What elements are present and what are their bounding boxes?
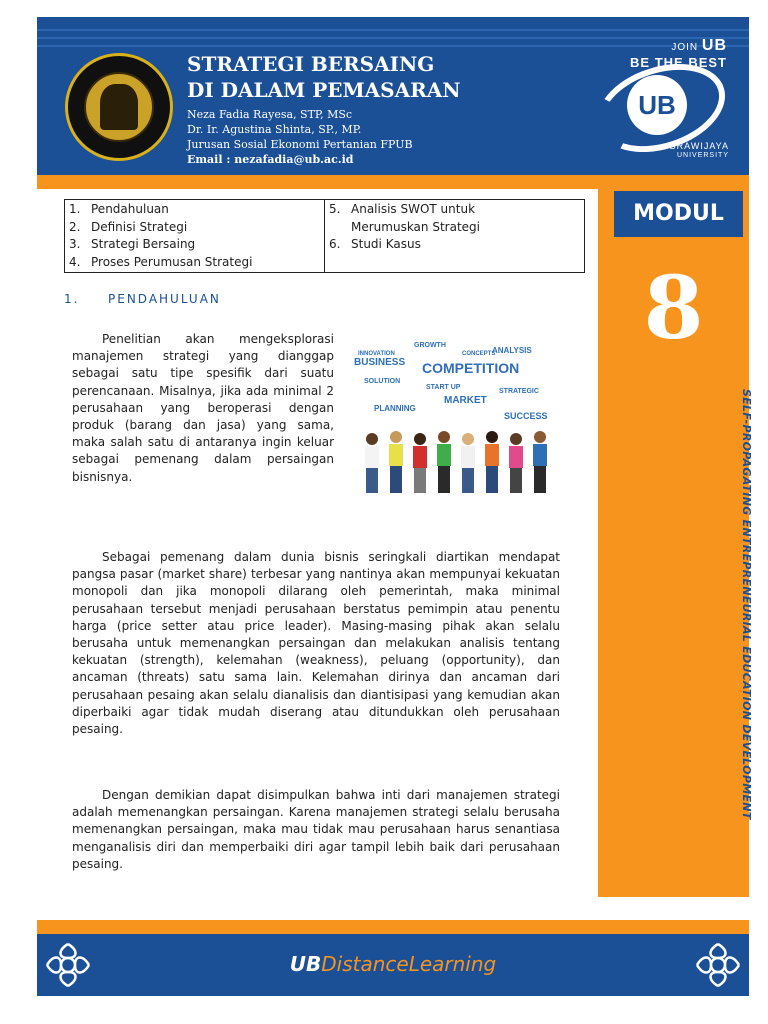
people-group bbox=[365, 431, 547, 493]
distance-learning-brand: UBDistanceLearning bbox=[289, 952, 497, 976]
svg-text:PLANNING: PLANNING bbox=[374, 404, 416, 413]
author-2: Dr. Ir. Agustina Shinta, SP., MP. bbox=[187, 123, 362, 136]
orange-divider-top bbox=[37, 175, 749, 189]
paragraph-3: Dengan demikian dapat disimpulkan bahwa inti dari manajemen strategi adalah memenangkan persaingan. Karena manajemen strategi selalu berusaha memenangkan persaingan, maka mau tidak mau perusahaan harus senantiasa menganalisis diri dan memperbaiki diri agar tampil lebih baik dari perusahaan pesaing. bbox=[72, 788, 560, 871]
toc-item: 6. Studi Kasus bbox=[329, 237, 421, 251]
document-title bbox=[187, 51, 461, 103]
modul-label: MODUL bbox=[614, 191, 743, 237]
university-name: BRAWIJAYA UNIVERSITY bbox=[669, 141, 729, 159]
competition-illustration bbox=[344, 333, 556, 503]
sidebar bbox=[598, 189, 753, 897]
svg-text:ANALYSIS: ANALYSIS bbox=[492, 346, 532, 355]
svg-text:BUSINESS: BUSINESS bbox=[354, 357, 406, 368]
section-title: PENDAHULUAN bbox=[108, 292, 221, 306]
svg-text:STRATEGIC: STRATEGIC bbox=[499, 388, 539, 395]
toc-item: 2. Definisi Strategi bbox=[69, 219, 188, 234]
header-stripe bbox=[37, 29, 749, 31]
university-seal-icon bbox=[65, 53, 173, 161]
footer-banner bbox=[37, 934, 749, 996]
svg-text:INNOVATION: INNOVATION bbox=[358, 351, 395, 357]
svg-text:GROWTH: GROWTH bbox=[414, 342, 446, 349]
toc-item: 1. Pendahuluan bbox=[69, 202, 169, 216]
toc-item: 3. Strategi Bersaing bbox=[69, 237, 196, 251]
sidebar-vertical-text: SELF-PROPAGATING ENTREPRENEURIAL EDUCATION DEVELOPMENT bbox=[740, 389, 753, 820]
svg-text:START UP: START UP bbox=[426, 384, 461, 391]
ub-mark: UB bbox=[627, 75, 687, 135]
svg-text:CONCEPTS: CONCEPTS bbox=[462, 351, 496, 357]
svg-text:MARKET: MARKET bbox=[444, 395, 487, 406]
slogan: JOIN UB BE THE BEST bbox=[630, 37, 727, 70]
ub-logo bbox=[585, 37, 735, 169]
section-heading bbox=[64, 292, 221, 306]
email: Email : nezafadia@ub.ac.id bbox=[187, 153, 354, 166]
toc-item: 5. Analisis SWOT untuk bbox=[329, 202, 476, 216]
toc-column-right bbox=[324, 200, 584, 272]
ornament-icon bbox=[693, 940, 743, 990]
department: Jurusan Sosial Ekonomi Pertanian FPUB bbox=[187, 138, 413, 151]
section-number: 1. bbox=[64, 292, 80, 306]
header-banner bbox=[37, 17, 749, 175]
svg-text:COMPETITION: COMPETITION bbox=[422, 360, 520, 376]
toc-item: 4. Proses Perumusan Strategi bbox=[69, 254, 253, 269]
toc-column-left bbox=[65, 200, 324, 272]
title-line-2: DI DALAM PEMASARAN bbox=[187, 78, 461, 102]
paragraph-2: Sebagai pemenang dalam dunia bisnis seringkali diartikan mendapat pangsa pasar (market share) terbesar yang nantinya akan mempunyai kekuatan monopoli dan jika monopoli dilarang oleh pemerintah, maka minimal perusahaan tersebut menjadi perusahaan berstatus pemimpin atau penentu harga (price setter atau price leader). Masing-masing pihak akan selalu berusaha untuk memenangkan persaingan dan melakukan analisis tentang kekuatan (strength), kelemahan (weakness), peluang (opportunity), dan ancaman (threats) satu sama lain. Kelemahan dirinya dan ancaman dari perusahaan pesaing akan selalu dianalisis dan diantisipasi yang kemudian akan diperbaiki agar tidak mudah diserang atau ditundukkan oleh perusahaan pesaing. bbox=[72, 550, 560, 737]
author-1: Neza Fadia Rayesa, STP, MSc bbox=[187, 108, 353, 121]
svg-text:SUCCESS: SUCCESS bbox=[504, 411, 548, 421]
orange-divider-bottom bbox=[37, 920, 749, 934]
title-line-1: STRATEGI BERSAING bbox=[187, 52, 435, 76]
modul-number: 8 bbox=[643, 258, 704, 359]
paragraph-1: Penelitian akan mengeksplorasi manajemen strategi yang dianggap sebagai satu tipe spesifik dari suatu perencanaan. Misalnya, jika ada minimal 2 perusahaan yang beroperasi dengan produk (barang dan jasa) yang sama, maka salah satu di antaranya ingin keluar sebagai pemenang dalam persaingan bisnisnya. bbox=[72, 332, 334, 484]
svg-text:SOLUTION: SOLUTION bbox=[364, 378, 401, 385]
toc-item: Merumuskan Strategi bbox=[351, 219, 480, 234]
table-of-contents bbox=[64, 199, 585, 273]
